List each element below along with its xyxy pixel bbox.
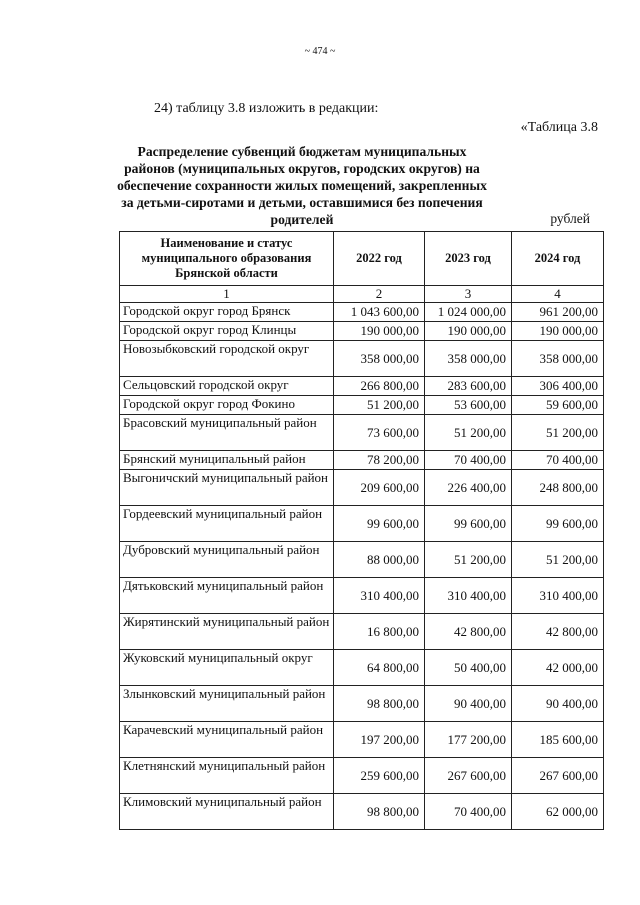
value-2024: 70 400,00 xyxy=(512,451,604,470)
value-2023: 267 600,00 xyxy=(425,758,512,794)
municipality-name: Брянский муниципальный район xyxy=(120,451,334,470)
table-row xyxy=(120,303,604,322)
value-2024: 59 600,00 xyxy=(512,396,604,415)
municipality-name: Городской округ город Клинцы xyxy=(120,322,334,341)
value-2023: 310 400,00 xyxy=(425,578,512,614)
value-2023: 51 200,00 xyxy=(425,542,512,578)
municipality-name: Карачевский муниципальный район xyxy=(120,722,334,758)
table-row xyxy=(120,415,604,451)
value-2022: 51 200,00 xyxy=(334,396,425,415)
value-2024: 961 200,00 xyxy=(512,303,604,322)
municipality-name: Городской округ город Фокино xyxy=(120,396,334,415)
value-2023: 50 400,00 xyxy=(425,650,512,686)
municipality-name: Брасовский муниципальный район xyxy=(120,415,334,451)
table-row xyxy=(120,650,604,686)
value-2022: 1 043 600,00 xyxy=(334,303,425,322)
value-2022: 310 400,00 xyxy=(334,578,425,614)
value-2022: 197 200,00 xyxy=(334,722,425,758)
table-reference: «Таблица 3.8 xyxy=(520,120,598,135)
municipality-name: Выгоничский муниципальный район xyxy=(120,470,334,506)
header-2024: 2024 год xyxy=(512,232,604,286)
value-2023: 99 600,00 xyxy=(425,506,512,542)
table-row xyxy=(120,396,604,415)
column-number: 4 xyxy=(512,286,604,303)
municipality-name: Сельцовский городской округ xyxy=(120,377,334,396)
table-row xyxy=(120,341,604,377)
value-2024: 51 200,00 xyxy=(512,415,604,451)
municipality-name: Дятьковский муниципальный район xyxy=(120,578,334,614)
value-2022: 358 000,00 xyxy=(334,341,425,377)
value-2022: 98 800,00 xyxy=(334,794,425,830)
value-2024: 42 000,00 xyxy=(512,650,604,686)
value-2023: 358 000,00 xyxy=(425,341,512,377)
value-2024: 310 400,00 xyxy=(512,578,604,614)
table-heading: Распределение субвенций бюджетам муниципальных районов (муниципальных округов, городских округов) на обеспечение сохранности жилых помещений, закрепленных за детьми-сиротами и детьми, оставшимися без попечения родителей xyxy=(117,144,487,227)
municipality-name: Городской округ город Брянск xyxy=(120,303,334,322)
table-row xyxy=(120,578,604,614)
value-2023: 283 600,00 xyxy=(425,377,512,396)
value-2022: 98 800,00 xyxy=(334,686,425,722)
municipality-name: Жуковский муниципальный округ xyxy=(120,650,334,686)
municipality-name: Дубровский муниципальный район xyxy=(120,542,334,578)
table-row xyxy=(120,506,604,542)
value-2024: 358 000,00 xyxy=(512,341,604,377)
value-2024: 190 000,00 xyxy=(512,322,604,341)
table-row xyxy=(120,686,604,722)
column-number: 3 xyxy=(425,286,512,303)
value-2022: 259 600,00 xyxy=(334,758,425,794)
value-2023: 53 600,00 xyxy=(425,396,512,415)
value-2024: 99 600,00 xyxy=(512,506,604,542)
value-2024: 185 600,00 xyxy=(512,722,604,758)
subventions-table xyxy=(119,231,604,830)
municipality-name: Жирятинский муниципальный район xyxy=(120,614,334,650)
column-number: 2 xyxy=(334,286,425,303)
value-2022: 209 600,00 xyxy=(334,470,425,506)
value-2023: 70 400,00 xyxy=(425,451,512,470)
municipality-name: Климовский муниципальный район xyxy=(120,794,334,830)
header-2023: 2023 год xyxy=(425,232,512,286)
value-2023: 90 400,00 xyxy=(425,686,512,722)
value-2023: 42 800,00 xyxy=(425,614,512,650)
table-row xyxy=(120,451,604,470)
value-2023: 190 000,00 xyxy=(425,322,512,341)
table-row xyxy=(120,542,604,578)
value-2022: 73 600,00 xyxy=(334,415,425,451)
value-2024: 306 400,00 xyxy=(512,377,604,396)
value-2024: 51 200,00 xyxy=(512,542,604,578)
table-row xyxy=(120,722,604,758)
value-2023: 1 024 000,00 xyxy=(425,303,512,322)
table-header-row xyxy=(120,232,604,286)
municipality-name: Клетнянский муниципальный район xyxy=(120,758,334,794)
value-2023: 51 200,00 xyxy=(425,415,512,451)
table-row xyxy=(120,377,604,396)
value-2022: 190 000,00 xyxy=(334,322,425,341)
value-2022: 16 800,00 xyxy=(334,614,425,650)
units-label: рублей xyxy=(550,211,590,226)
value-2024: 248 800,00 xyxy=(512,470,604,506)
municipality-name: Новозыбковский городской округ xyxy=(120,341,334,377)
municipality-name: Злынковский муниципальный район xyxy=(120,686,334,722)
value-2022: 64 800,00 xyxy=(334,650,425,686)
header-2022: 2022 год xyxy=(334,232,425,286)
value-2024: 62 000,00 xyxy=(512,794,604,830)
value-2023: 177 200,00 xyxy=(425,722,512,758)
table-row xyxy=(120,614,604,650)
municipality-name: Гордеевский муниципальный район xyxy=(120,506,334,542)
value-2022: 78 200,00 xyxy=(334,451,425,470)
table-row xyxy=(120,758,604,794)
value-2023: 70 400,00 xyxy=(425,794,512,830)
column-number: 1 xyxy=(120,286,334,303)
value-2023: 226 400,00 xyxy=(425,470,512,506)
table-row xyxy=(120,794,604,830)
page-number: ~ 474 ~ xyxy=(304,46,336,57)
value-2024: 267 600,00 xyxy=(512,758,604,794)
table-row xyxy=(120,470,604,506)
value-2024: 90 400,00 xyxy=(512,686,604,722)
value-2022: 99 600,00 xyxy=(334,506,425,542)
value-2024: 42 800,00 xyxy=(512,614,604,650)
value-2022: 88 000,00 xyxy=(334,542,425,578)
column-number-row xyxy=(120,286,604,303)
table-row xyxy=(120,322,604,341)
header-name: Наименование и статус муниципального образования Брянской области xyxy=(120,232,334,286)
value-2022: 266 800,00 xyxy=(334,377,425,396)
instruction-text: 24) таблицу 3.8 изложить в редакции: xyxy=(154,101,379,116)
